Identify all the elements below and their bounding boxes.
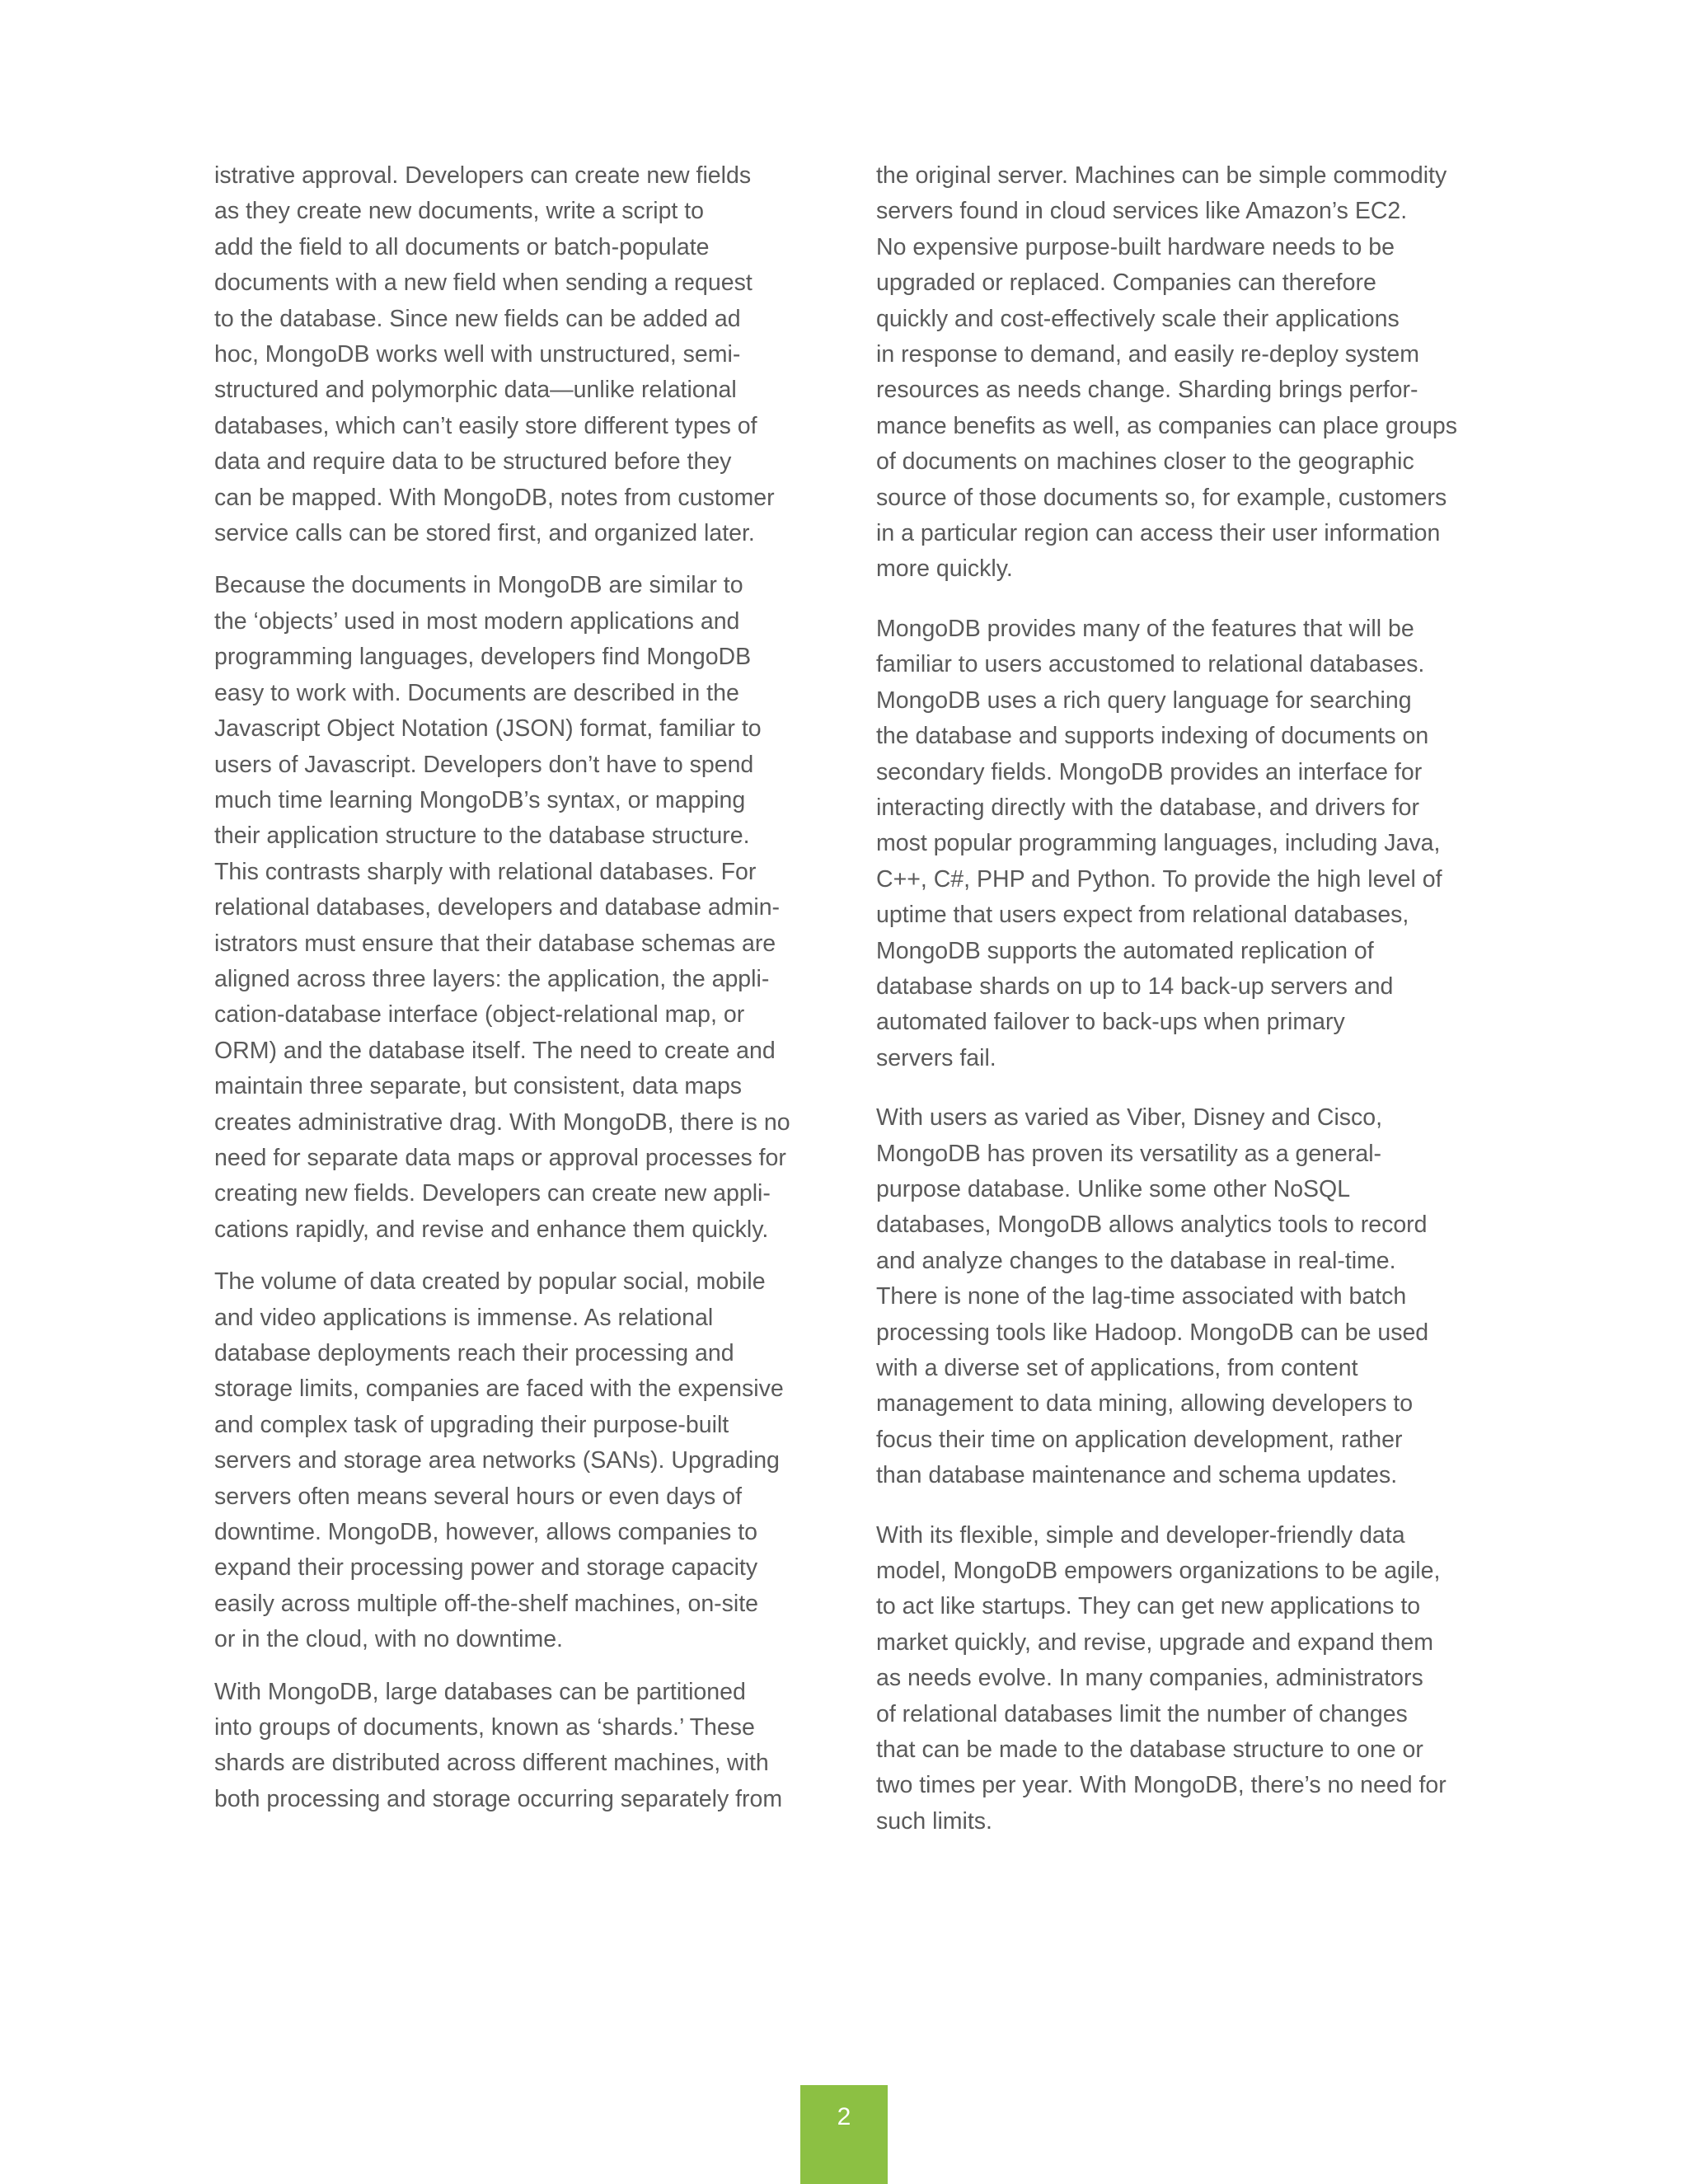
text-line: creating new fields. Developers can create new appli- bbox=[214, 1180, 771, 1207]
text-line: the database and supports indexing of documents on bbox=[876, 723, 1429, 750]
text-line: the ‘objects’ used in most modern applications and bbox=[214, 607, 740, 635]
text-line: C++, C#, PHP and Python. To provide the high level of bbox=[876, 865, 1442, 893]
text-line: as needs evolve. In many companies, administrators bbox=[876, 1665, 1423, 1692]
right-text-column bbox=[876, 158, 1486, 1840]
text-line: quickly and cost-effectively scale their applications bbox=[876, 305, 1400, 332]
text-line: databases, which can’t easily store different types of bbox=[214, 412, 757, 439]
text-line: documents with a new field when sending a request bbox=[214, 269, 753, 297]
text-line: focus their time on application development, rather bbox=[876, 1426, 1403, 1453]
text-line: model, MongoDB empowers organizations to be agile, bbox=[876, 1558, 1441, 1585]
text-line: processing tools like Hadoop. MongoDB can be used bbox=[876, 1319, 1429, 1346]
text-line: servers and storage area networks (SANs). Upgrading bbox=[214, 1447, 780, 1474]
text-line: With MongoDB, large databases can be partitioned bbox=[214, 1678, 746, 1705]
text-line: management to data mining, allowing developers to bbox=[876, 1390, 1414, 1418]
text-line: Because the documents in MongoDB are similar to bbox=[214, 572, 743, 599]
text-line: Javascript Object Notation (JSON) format, familiar to bbox=[214, 715, 762, 743]
text-line: mance benefits as well, as companies can place groups bbox=[876, 412, 1457, 439]
text-line: or in the cloud, with no downtime. bbox=[214, 1626, 563, 1653]
text-line: in a particular region can access their user information bbox=[876, 520, 1441, 547]
text-line: The volume of data created by popular social, mobile bbox=[214, 1268, 766, 1296]
text-line: aligned across three layers: the application, the appli- bbox=[214, 965, 770, 992]
text-line: such limits. bbox=[876, 1807, 992, 1835]
text-line: servers often means several hours or even days of bbox=[214, 1483, 742, 1510]
text-line: downtime. MongoDB, however, allows companies to bbox=[214, 1519, 757, 1546]
text-line: hoc, MongoDB works well with unstructured, semi- bbox=[214, 341, 741, 368]
text-line: databases, MongoDB allows analytics tools to record bbox=[876, 1212, 1428, 1239]
text-line: both processing and storage occurring separately from bbox=[214, 1785, 783, 1812]
left-column-paragraph-1 bbox=[214, 158, 820, 551]
text-line: and video applications is immense. As relational bbox=[214, 1304, 714, 1331]
left-text-column bbox=[214, 158, 820, 1817]
text-line: market quickly, and revise, upgrade and expand them bbox=[876, 1629, 1433, 1656]
text-line: to act like startups. They can get new applications to bbox=[876, 1593, 1421, 1620]
text-line: ORM) and the database itself. The need to create and bbox=[214, 1037, 776, 1064]
text-line: istrative approval. Developers can create new fields bbox=[214, 162, 752, 189]
page-number: 2 bbox=[837, 2103, 851, 2130]
text-line: easily across multiple off-the-shelf machines, on-site bbox=[214, 1590, 759, 1617]
text-line: automated failover to back-ups when primary bbox=[876, 1009, 1345, 1036]
text-line: MongoDB has proven its versatility as a general- bbox=[876, 1140, 1382, 1167]
text-line: their application structure to the database structure. bbox=[214, 823, 750, 850]
text-line: need for separate data maps or approval processes for bbox=[214, 1144, 786, 1171]
text-line: servers found in cloud services like Amazon’s EC2. bbox=[876, 198, 1408, 225]
text-line: There is none of the lag-time associated with batch bbox=[876, 1283, 1407, 1310]
text-line: MongoDB provides many of the features that will be bbox=[876, 615, 1414, 642]
text-line: relational databases, developers and database admin- bbox=[214, 894, 781, 921]
text-line: and complex task of upgrading their purpose-built bbox=[214, 1411, 729, 1438]
text-line: No expensive purpose-built hardware needs to be bbox=[876, 233, 1395, 260]
text-line: into groups of documents, known as ‘shards.’ These bbox=[214, 1714, 755, 1741]
text-line: structured and polymorphic data—unlike relational bbox=[214, 377, 737, 404]
text-line: much time learning MongoDB’s syntax, or mapping bbox=[214, 786, 746, 813]
text-line: MongoDB uses a rich query language for searching bbox=[876, 687, 1412, 714]
text-line: in response to demand, and easily re-deploy system bbox=[876, 341, 1420, 368]
right-column-paragraph-3 bbox=[876, 1100, 1486, 1493]
text-line: shards are distributed across different machines, with bbox=[214, 1750, 769, 1777]
text-line: easy to work with. Documents are described in the bbox=[214, 679, 739, 706]
text-line: can be mapped. With MongoDB, notes from customer bbox=[214, 484, 775, 511]
text-line: to the database. Since new fields can be added ad bbox=[214, 305, 741, 332]
text-line: as they create new documents, write a script to bbox=[214, 198, 705, 225]
text-line: more quickly. bbox=[876, 555, 1013, 583]
text-line: With users as varied as Viber, Disney and Cisco, bbox=[876, 1104, 1383, 1132]
text-line: servers fail. bbox=[876, 1044, 996, 1071]
text-line: two times per year. With MongoDB, there’s no need for bbox=[876, 1772, 1447, 1799]
text-line: upgraded or replaced. Companies can therefore bbox=[876, 269, 1376, 297]
text-line: storage limits, companies are faced with the expensive bbox=[214, 1376, 784, 1403]
right-column-paragraph-1 bbox=[876, 158, 1486, 588]
text-line: purpose database. Unlike some other NoSQL bbox=[876, 1175, 1351, 1202]
text-line: secondary fields. MongoDB provides an interface for bbox=[876, 758, 1423, 785]
text-line: of documents on machines closer to the geographic bbox=[876, 448, 1414, 476]
text-line: creates administrative drag. With MongoDB, there is no bbox=[214, 1108, 790, 1136]
text-line: With its flexible, simple and developer-friendly data bbox=[876, 1521, 1405, 1549]
right-column-paragraph-4 bbox=[876, 1518, 1486, 1840]
text-line: of relational databases limit the number of changes bbox=[876, 1700, 1408, 1727]
text-line: resources as needs change. Sharding brings perfor- bbox=[876, 377, 1418, 404]
text-line: with a diverse set of applications, from content bbox=[876, 1355, 1358, 1381]
text-line: data and require data to be structured before they bbox=[214, 448, 732, 476]
left-column-paragraph-3 bbox=[214, 1264, 820, 1657]
text-line: uptime that users expect from relational databases, bbox=[876, 902, 1409, 929]
text-line: database shards on up to 14 back-up servers and bbox=[876, 972, 1394, 1000]
text-line: MongoDB supports the automated replication of bbox=[876, 937, 1374, 964]
text-line: expand their processing power and storage capacity bbox=[214, 1554, 758, 1582]
text-line: maintain three separate, but consistent, data maps bbox=[214, 1073, 743, 1100]
text-line: istrators must ensure that their database schemas are bbox=[214, 930, 776, 957]
left-column-paragraph-2 bbox=[214, 568, 820, 1248]
text-line: most popular programming languages, including Java, bbox=[876, 830, 1441, 857]
text-line: the original server. Machines can be simple commodity bbox=[876, 162, 1447, 189]
page-number-badge bbox=[800, 2085, 888, 2184]
text-line: programming languages, developers find MongoDB bbox=[214, 644, 752, 671]
text-line: and analyze changes to the database in real-time. bbox=[876, 1247, 1396, 1274]
text-line: cations rapidly, and revise and enhance them quickly. bbox=[214, 1216, 769, 1243]
text-line: interacting directly with the database, and drivers for bbox=[876, 794, 1420, 821]
text-line: familiar to users accustomed to relational databases. bbox=[876, 651, 1425, 678]
text-line: source of those documents so, for example, customers bbox=[876, 484, 1447, 511]
text-line: add the field to all documents or batch-populate bbox=[214, 233, 710, 260]
text-line: users of Javascript. Developers don’t have to spend bbox=[214, 751, 754, 778]
right-column-paragraph-2 bbox=[876, 612, 1486, 1076]
text-line: than database maintenance and schema updates. bbox=[876, 1462, 1398, 1489]
left-column-paragraph-4 bbox=[214, 1675, 820, 1818]
text-line: database deployments reach their processing and bbox=[214, 1340, 734, 1366]
text-line: that can be made to the database structure to one or bbox=[876, 1736, 1423, 1764]
text-line: service calls can be stored first, and organized later. bbox=[214, 520, 755, 547]
text-line: This contrasts sharply with relational databases. For bbox=[214, 858, 757, 885]
text-line: cation-database interface (object-relational map, or bbox=[214, 1001, 745, 1029]
